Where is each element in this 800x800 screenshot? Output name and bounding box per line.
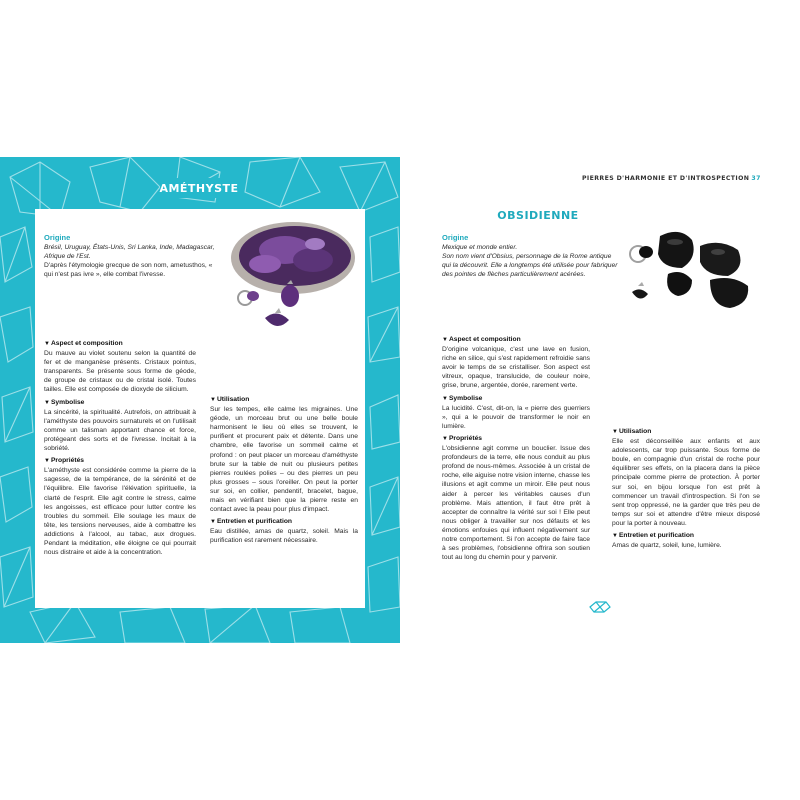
amethyst-proprietes-heading: ▼Propriétés [44,457,85,465]
obsidian-aspect-text: D'origine volcanique, c'est une lave en fusion, riche en silice, qui s'est rapidement refroidie sans avoir le temps de se cristalliser. Son aspect est vitreux, opaque, translucide, de couleur noire, grise, brune, argentée, dorée, rarement verte. [442,346,590,390]
obsidian-symbolise-text: La lucidité. C'est, dit-on, la « pierre des guerriers », qui a le pouvoir de transformer le noir en lumière. [442,404,590,430]
obsidian-column-1 [442,332,590,562]
amethyst-symbolise-text: La sincérité, la spiritualité. Autrefois, on attribuait à l'améthyste des pouvoirs surnaturels et on l'utilisait comme un talisman apportant chance et force, protégeant des sorts et de l'ivresse. Incitait à la sobriété. [44,408,196,453]
obsidian-symbolise-heading: ▼Symbolise [442,394,483,402]
running-header [582,175,782,187]
obsidian-title: OBSIDIENNE [497,209,579,222]
obsidian-proprietes-text: L'obsidienne agit comme un bouclier. Issue des profondeurs de la terre, elle nous conduit au plus profond de nous-mêmes. Associée à un cristal de roche, elle aiguise notre vision interne, chasse les illusions et agit comme un miroir. Elle peut nous aider à percer les véritables causes d'un problème. Mais attention, il faut être prêt à accepter de connaître la vérité sur soi ! Elle peut nous obliger à travailler sur nos défauts et les émotions enfouies qui influent négativement sur notre comportement. Si l'on accepte de faire face à ses problèmes, l'obsidienne offrira son soutien tout au long du chemin pour y parvenir. [442,445,590,562]
obsidian-entretien-text: Amas de quartz, soleil, lune, lumière. [612,542,722,550]
obsidian-origine-places: Mexique et monde entier. [442,244,518,251]
amethyst-proprietes-text: L'améthyste est considérée comme la pierre de la sagesse, de la tempérance, de la sérénité et de l'équilibre. Elle favorise l'élévation spirituelle, la clarté de l'esprit. Elle agit contre le stress, calme les angoisses, est efficace pour lutter contre les troubles du sommeil. Elle soulage les maux de tête, les tensions nerveuses, aide à combattre les addictions à l'alcool, au tabac, aux drogues. Pendant la méditation, elle éloigne ce qui pourrait nous distraire et aide à la concentration. [44,467,196,557]
obsidian-utilisation-heading: ▼Utilisation [612,428,652,435]
amethyst-photo [205,218,355,338]
obsidian-origine-etymology: Son nom vient d'Obsius, personnage de la Rome antique qui la découvrit. Elle a longtemps été utilisée pour fabriquer des pointes de flèches particulièrement acérées. [442,253,618,279]
amethyst-aspect-heading: ▼Aspect et composition [44,340,123,347]
amethyst-utilisation-text: Sur les tempes, elle calme les migraines. Une géode, un morceau brut ou une belle boule harmonisent le lieu où elles se trouvent, le purifient et procurent paix et détente. Dans une chambre, elle favorise un sommeil calme et profond : on peut placer un morceau d'améthyste brute sur la table de nuit ou plusieurs petites pierres roulées polies – ou des pierres un peu plus grosses – sous l'oreiller. On peut la porter sur soi, en collier, pendentif, bracelet, bague, mais en vérifiant bien que la pierre reste en contact avec la peau pour plus d'impact. [210,406,358,514]
amethyst-origine-etymology: D'après l'étymologie grecque de son nom, ametusthos, « qui n'est pas ivre », elle combat l'ivresse. [44,262,213,279]
amethyst-utilisation-heading: ▼Utilisation [210,396,250,403]
amethyst-aspect-text: Du mauve au violet soutenu selon la quantité de fer et de manganèse présents. Cristaux pointus, transparents. Se présente sous forme de géode, de groupe de cristaux ou de cristal isolé. Toutes tailles. Elle est composée de dioxyde de silicium. [44,350,196,394]
obsidian-photo [620,228,770,318]
running-header-title: PIERRES D'HARMONIE ET D'INTROSPECTION [582,175,750,182]
obsidian-column-2 [612,424,760,550]
amethyst-origine-places: Brésil, Uruguay, États-Unis, Sri Lanka, Inde, Madagascar, Afrique de l'Est. [44,244,215,261]
obsidian-origine-section [442,233,618,279]
amethyst-entretien-text: Eau distillée, amas de quartz, soleil. Mais la purification est rarement nécessaire. [210,528,358,545]
obsidian-aspect-heading: ▼Aspect et composition [442,336,521,343]
amethyst-title-banner: AMÉTHYSTE [160,178,238,198]
obsidian-utilisation-text: Elle est déconseillée aux enfants et aux adolescents, car trop puissante. Sous forme de boule, en compagnie d'un cristal de roche pour équilibrer ses effets, on la placera dans la pièce principale comme pierre de protection. À porter sur soi, en bijou lorsque l'on est prêt à commencer un travail d'introspection. Si l'on se sent trop oppressé, ne la garder que très peu de temps sur soi et attendre d'être mieux disposé pour la porter à nouveau. [612,438,760,527]
amethyst-origine-section [44,233,216,279]
amethyst-entretien-heading: ▼Entretien et purification [210,518,293,526]
amethyst-symbolise-heading: ▼Symbolise [44,398,85,406]
crystal-ornament-icon [588,600,612,614]
amethyst-column-1 [44,336,196,557]
obsidian-entretien-heading: ▼Entretien et purification [612,532,695,540]
page-number: 37 [751,175,761,182]
obsidian-origine-heading: Origine [442,233,469,242]
amethyst-origine-heading: Origine [44,233,71,242]
obsidian-proprietes-heading: ▼Propriétés [442,434,483,442]
amethyst-column-2 [210,392,358,546]
